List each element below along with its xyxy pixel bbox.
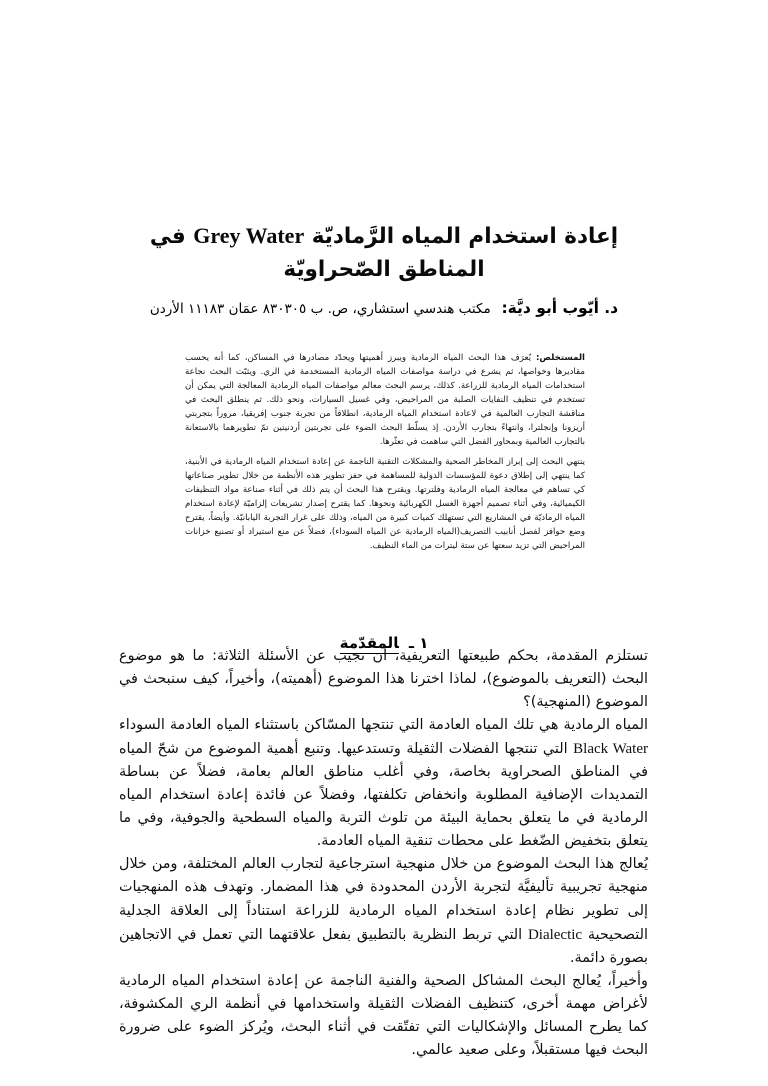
body-term-dialectic: Dialectic xyxy=(527,926,583,943)
author-affiliation: مكتب هندسي استشاري، ص. ب ٨٣٠٣٠٥ عمَان ١١١٨٣ الأردن xyxy=(149,301,491,317)
body-paragraph-4: وأخيراً، يُعالج البحث المشاكل الصحية والفنية الناجمة عن إعادة استخدام المياه الرمادية لأغراض مهمة أخرى، كتنظيف الفضلات الثقيلة واستخدامها في أنظمة الري المكشوفة، كما يطرح المسائل والإشكاليات التي تفتّقت في أثناء البحث، ويُركز الضوء على ضرورة البحث فيها مستقبلاً، وعلى صعيد عالمي. xyxy=(119,972,648,1058)
author-affiliation-line xyxy=(128,298,640,320)
abstract-paragraph-1-text: يُعرَف هذا البحث المياه الرمادية ويبرز أهميتها ويحدّد مصادرها في المساكن، كما أنه يحسب مقاديرها وخواصها، ثم يشرع في دراسة مواصفات المياه الرمادية المستخدمة في الري. ويثبّت البحث نجاعة استخدامات المياه الرمادية للزراعة. كذلك، يرسم البحث معالم مواصفات المياه الرمادية المعالجة التي يمكن أن تستخدم في تنظيف النفايات الصلبة من المراحيض، وفي غسيل السيارات، ونحو ذلك. ثم ينطلق البحث في مناقشة التجارب العالمية في لاعادة استخدام المياه الرمادية، انطلاقاً من تجربة جنوب إفريقيا، مروراً بتجربتي أريزونا وإنجلترا، وانتهاءً بتجارب الأردن. إذ يسلّط البحث الضوء على تجربتين أردنيتين تمّ تطويرهما بالاستعانة بالتجارب العالمية وبمحاور الفضل التي ساهمت في تعثّرها. xyxy=(185,353,585,447)
body-content xyxy=(119,645,648,1062)
author-name: د. أيّوب أبو ديَّة: xyxy=(501,299,619,317)
title-english-term: Grey Water xyxy=(193,223,305,249)
title-segment-after: في xyxy=(149,224,186,250)
body-paragraph-3 xyxy=(119,853,648,969)
body-paragraph-2-part1: المياه الرمادية هي تلك المياه العادمة التي تنتجها المسّاكن باستثناء المياه العادمة السوداء xyxy=(119,717,648,734)
body-paragraph-2-part2: التي تنتجها الفضلات الثقيلة وتستدعيها. وتنبع أهمية الموضوع من شحّ المياه في المناطق الصحراوية بخاصة، وفي أغلب مناطق العالم بعامة، فضلاً عن بساطة التمديدات الإضافية المطلوبة وانخفاض تكلفتها، وفضلاً عن فائدة إعادة استخدام المياه الرمادية في ما يتعلق بحماية البيئة من تلوث التربة والمياه السطحية والجوفية، وفي ما يتعلق بتخفيض الضّغط على محطات تنقية المياه العادمة. xyxy=(119,741,648,850)
abstract-label: المستخلص: xyxy=(535,353,586,363)
body-paragraph-3-part1: يُعالج هذا البحث الموضوع من خلال منهجية استرجاعية لتجارب العالم المختلفة، ومن خلال منهجية تجريبية تأليفيَّة لتجربة الأردن المحدودة في هذا المضمار. وتهدف هذه المنهجيات إلى تطوير نظام إعادة استخدام المياه الرمادية للزراعة استناداً إلى العلاقة الجدلية التصحيحية xyxy=(119,856,649,943)
abstract-paragraph-1 xyxy=(185,352,585,449)
page-title xyxy=(120,219,648,286)
section-number: ١ ـ xyxy=(408,634,429,653)
body-paragraph-1: تستلزم المقدمة، بحكم طبيعتها التعريفية، أن تجيب عن الأسئلة الثلاثة: ما هو موضوع البحث (التعريف بالموضوع)، لماذا اخترنا هذا الموضوع (أهميته)، وأخيراً، كيف سنبحث في الموضوع (المنهجية)؟ xyxy=(119,648,648,711)
title-segment-before: إعادة استخدام المياه الرَّماديّة xyxy=(311,224,619,250)
body-term-black-water: Black Water xyxy=(573,741,648,758)
title-line-two: المناطق الصّحراويّة xyxy=(283,256,485,282)
abstract-block xyxy=(185,352,585,554)
body-paragraph-3-part2: التي تربط النظرية بالتطبيق بفعل علاقتهما التي تعمل في الاتجاهين بصورة دائمة. xyxy=(119,926,648,966)
section-heading-text: المقدّمة xyxy=(339,634,399,653)
body-paragraph-2 xyxy=(119,714,648,853)
abstract-paragraph-2: ينتهي البحث إلى إبراز المخاطر الصحية والمشكلات التقنية الناجمة عن إعادة استخدام المياه الرمادية في الأبنية، كما ينتهي إلى إطلاق دعوة للمؤسسات الدولية للمساهمة في حفز تطوير هذه الأنظمة من خلال تطوير صناعاتها كي تساهم في معالجة المياه الرمادية وفلترتها. ويقترح هذا البحث أن يتم ذلك في أثناء صناعة مواد التنظيفات الكيميائية، وفي أثناء تصميم أجهزة الغسل الكهربائية ونحوها. كما يقترح إصدار تشريعات إلزاميّة لإعادة استخدام المياه الرماديّة في المشاريع التي تستهلك كميات كبيرة من المياه، وذلك على غرار التجربة اليابانيّة. وأيضاً، يقترح وضع حوافز لفصل أنابيب التصريف(المياه الرمادية عن المياه السوداء)، فضلاً عن منع استيراد أو تصنيع خزانات المراحيض التي تزيد سعتها عن ستة ليترات من الماء النظيف. xyxy=(185,457,585,551)
